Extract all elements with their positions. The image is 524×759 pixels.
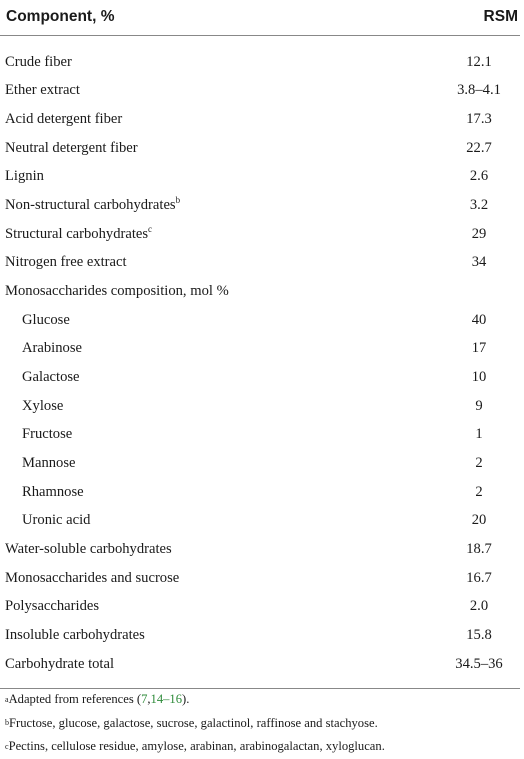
row-label — [0, 283, 434, 300]
table-row — [0, 249, 524, 278]
row-label — [0, 140, 434, 157]
row-label — [0, 627, 434, 644]
row-label-text: Neutral detergent fiber — [5, 139, 138, 156]
row-label — [0, 426, 434, 443]
table-row — [0, 392, 524, 421]
row-value: 3.2 — [469, 197, 489, 214]
row-value: 29 — [471, 225, 487, 242]
row-label-text: Uronic acid — [22, 512, 91, 529]
header-component: Component, % — [6, 8, 115, 25]
row-label — [0, 312, 434, 329]
row-label-text: Carbohydrate total — [5, 655, 115, 672]
reference-link[interactable]: 7 — [141, 692, 148, 707]
table-body — [0, 48, 524, 678]
footnotes — [0, 688, 524, 759]
table-row — [0, 277, 524, 306]
row-label — [0, 541, 434, 558]
row-label-text: Non-structural carbohydrates — [5, 197, 176, 214]
row-label-text: Glucose — [22, 311, 70, 328]
footnote-mark: b — [175, 195, 181, 206]
table-row — [0, 306, 524, 335]
table-row — [0, 163, 524, 192]
footnote-a: a Adapted from references ( 7 , 14–16 ). — [5, 692, 190, 707]
row-label-text: Lignin — [5, 168, 44, 185]
table-row — [0, 478, 524, 507]
row-value: 3.8–4.1 — [457, 82, 501, 99]
row-label — [0, 254, 434, 271]
row-label — [0, 656, 434, 673]
footnote-separator: , — [147, 692, 151, 707]
row-label — [0, 484, 434, 501]
row-label — [0, 598, 434, 615]
footnote-text: Fructose, glucose, galactose, sucrose, galactinol, raffinose and stachyose. — [9, 715, 378, 730]
row-label-text: Insoluble carbohydrates — [5, 626, 145, 643]
row-label — [0, 168, 434, 185]
table-row — [0, 507, 524, 536]
table-row — [0, 421, 524, 450]
composition-table — [0, 0, 524, 34]
footnote-mark: c — [148, 223, 153, 234]
table-row — [0, 134, 524, 163]
table-row — [0, 363, 524, 392]
row-value: 1 — [475, 426, 483, 443]
row-label-text: Polysaccharides — [5, 598, 100, 615]
row-label-text: Acid detergent fiber — [5, 111, 123, 128]
footnote-b: b Fructose, glucose, galactose, sucrose, galactinol, raffinose and stachyose. — [5, 715, 378, 730]
row-label-text: Fructose — [22, 426, 73, 443]
table-row — [0, 220, 524, 249]
row-value: 17 — [471, 340, 487, 357]
table-row — [0, 48, 524, 77]
table-row — [0, 535, 524, 564]
row-label-text: Arabinose — [22, 340, 82, 357]
row-label — [0, 197, 434, 214]
row-value: 18.7 — [466, 540, 492, 557]
table-row — [0, 621, 524, 650]
row-value: 2 — [475, 483, 483, 500]
row-label-text: Structural carbohydrates — [5, 225, 149, 242]
table-row — [0, 335, 524, 364]
row-value: 2.0 — [469, 598, 489, 615]
row-value: 15.8 — [466, 626, 492, 643]
row-label — [0, 398, 434, 415]
table-row — [0, 191, 524, 220]
row-value: 17.3 — [466, 111, 492, 128]
row-label — [0, 340, 434, 357]
row-value: 12.1 — [466, 53, 492, 70]
row-value: 34 — [471, 254, 487, 271]
row-label — [0, 111, 434, 128]
row-label — [0, 369, 434, 386]
row-label — [0, 82, 434, 99]
row-label-text: Ether extract — [5, 82, 80, 99]
row-value: 40 — [471, 311, 487, 328]
row-label-text: Water-soluble carbohydrates — [5, 540, 172, 557]
table-row — [0, 449, 524, 478]
table-row — [0, 592, 524, 621]
footnote-text: Pectins, cellulose residue, amylose, arabinan, arabinogalactan, xyloglucan. — [8, 739, 385, 754]
row-label-text: Nitrogen free extract — [5, 254, 127, 271]
footnote-suffix: ). — [182, 692, 190, 707]
row-value: 22.7 — [466, 139, 492, 156]
row-value: 9 — [475, 397, 483, 414]
reference-link[interactable]: 14–16 — [150, 692, 183, 707]
row-label-text: Mannose — [22, 455, 76, 472]
header-rule — [0, 35, 520, 36]
row-label-text: Monosaccharides and sucrose — [5, 569, 180, 586]
table-row — [0, 105, 524, 134]
row-value: 2.6 — [469, 168, 489, 185]
row-value: 20 — [471, 512, 487, 529]
row-label-text: Monosaccharides composition, mol % — [5, 283, 229, 300]
table-row — [0, 564, 524, 593]
row-label — [0, 455, 434, 472]
row-value: 2 — [475, 455, 483, 472]
header-rsm: RSM — [483, 8, 518, 25]
row-label-text: Rhamnose — [22, 483, 84, 500]
row-value: 10 — [471, 369, 487, 386]
row-value: 34.5–36 — [455, 655, 503, 672]
footnote-c: c Pectins, cellulose residue, amylose, arabinan, arabinogalactan, xyloglucan. — [5, 739, 385, 754]
table-header — [0, 0, 524, 34]
footnote-text: Adapted from references ( — [8, 692, 142, 707]
row-label-text: Galactose — [22, 369, 80, 386]
row-label — [0, 570, 434, 587]
row-label — [0, 223, 434, 243]
row-label — [0, 54, 434, 71]
row-label-text: Crude fiber — [5, 53, 72, 70]
table-row — [0, 650, 524, 679]
row-label — [0, 512, 434, 529]
row-value: 16.7 — [466, 569, 492, 586]
row-label-text: Xylose — [22, 397, 64, 414]
table-row — [0, 77, 524, 106]
